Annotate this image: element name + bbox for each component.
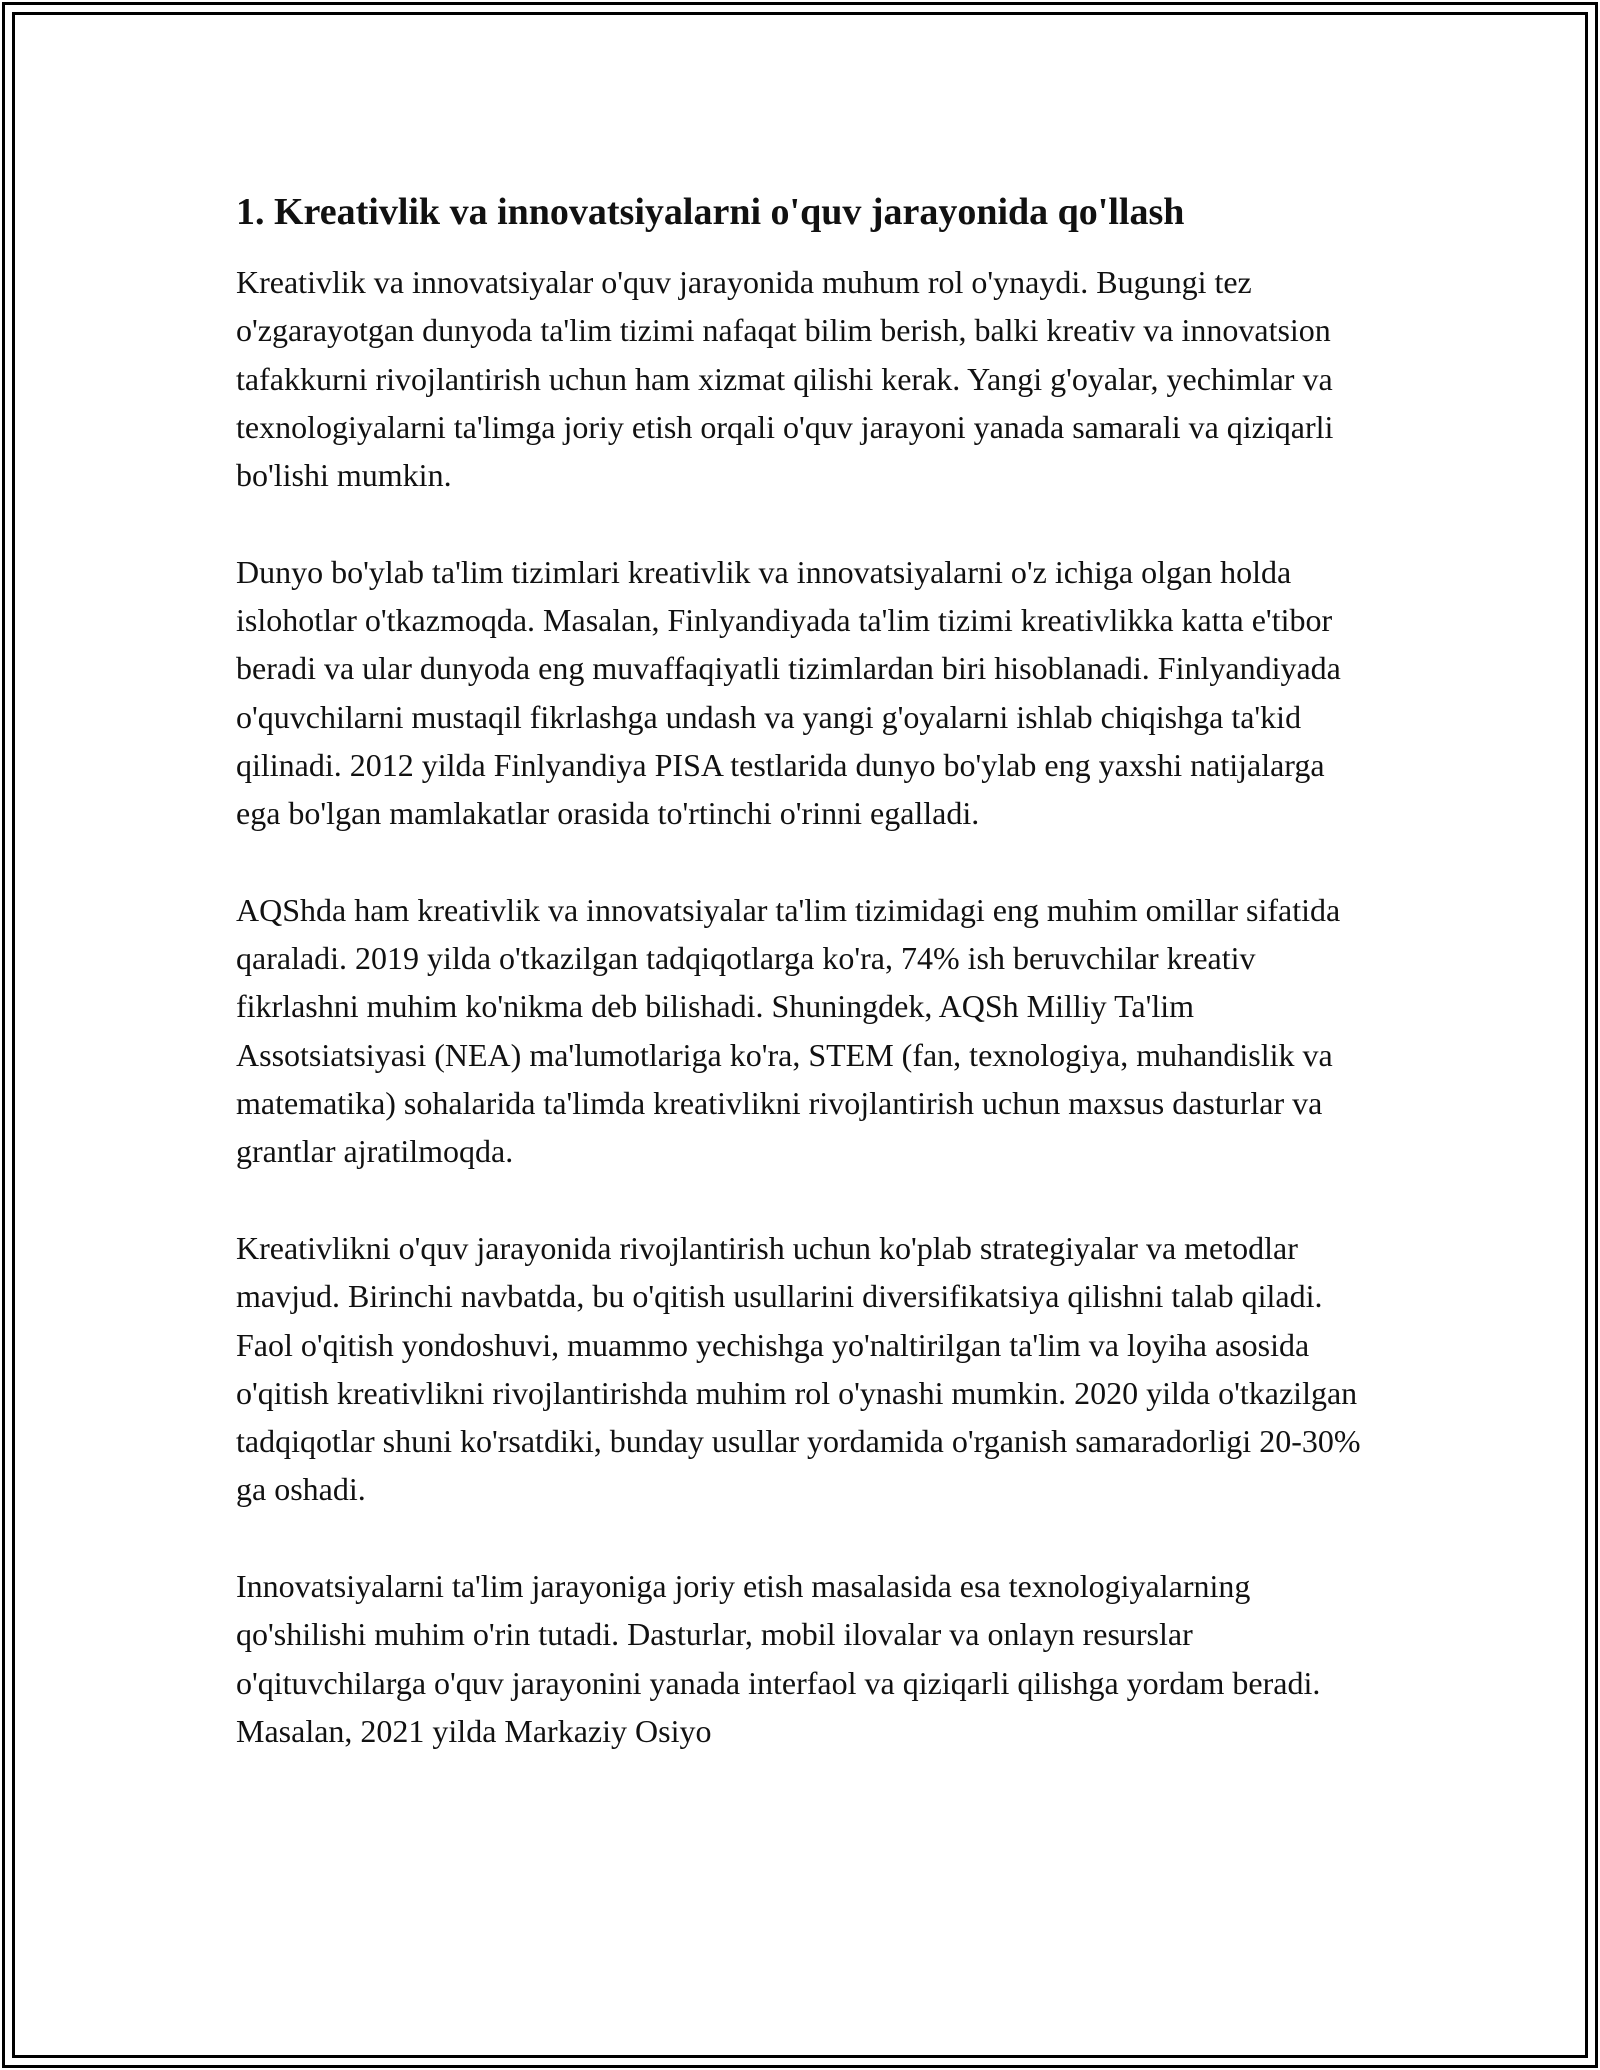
paragraph-intro: Kreativlik va innovatsiyalar o'quv jarayonida muhum rol o'ynaydi. Bugungi tez o'zgarayotgan dunyoda ta'lim tizimi nafaqat bilim berish, balki kreativ va innovatsion tafakkurni rivojlantirish uchun ham xizmat qilishi kerak. Yangi g'oyalar, yechimlar va texnologiyalarni ta'limga joriy etish orqali o'quv jarayoni yanada samarali va qiziqarli bo'lishi mumkin. — [236, 264, 1334, 494]
paragraph-finland: Dunyo bo'ylab ta'lim tizimlari kreativlik va innovatsiyalarni o'z ichiga olgan holda islohotlar o'tkazmoqda. Masalan, Finlyandiyada ta'lim tizimi kreativlikka katta e'tibor beradi va ular dunyoda eng muvaffaqiyatli tizimlardan biri hisoblanadi. Finlyandiyada o'quvchilarni mustaqil fikrlashga undash va yangi g'oyalarni ishlab chiqishga ta'kid qilinadi. 2012 yilda Finlyandiya PISA testlarida dunyo bo'ylab eng yaxshi natijalarga ega bo'lgan mamlakatlar orasida to'rtinchi o'rinni egalladi. — [236, 553, 1341, 832]
paragraph-strategies: Kreativlikni o'quv jarayonida rivojlantirish uchun ko'plab strategiyalar va metodlar mavjud. Birinchi navbatda, bu o'qitish usullarini diversifikatsiya qilishni talab qiladi. Faol o'qitish yondoshuvi, muammo yechishga yo'naltirilgan ta'lim va loyiha asosida o'qitish kreativlikni rivojlantirishda muhim rol o'ynashi mumkin. 2020 yilda o'tkazilgan tadqiqotlar shuni ko'rsatdiki, bunday usullar yordamida o'rganish samaradorligi 20-30% ga oshadi. — [236, 1229, 1361, 1508]
document-body — [236, 188, 1376, 1755]
paragraph-usa: AQShda ham kreativlik va innovatsiyalar ta'lim tizimidagi eng muhim omillar sifatida qaraladi. 2019 yilda o'tkazilgan tadqiqotlarga ko'ra, 74% ish beruvchilar kreativ fikrlashni muhim ko'nikma deb bilishadi. Shuningdek, AQSh Milliy Ta'lim Assotsiatsiyasi (NEA) ma'lumotlariga ko'ra, STEM (fan, texnologiya, muhandislik va matematika) sohalarida ta'limda kreativlikni rivojlantirish uchun maxsus dasturlar va grantlar ajratilmoqda. — [236, 891, 1341, 1170]
paragraph-technology: Innovatsiyalarni ta'lim jarayoniga joriy etish masalasida esa texnologiyalarning qo'shilishi muhim o'rin tutadi. Dasturlar, mobil ilovalar va onlayn resurslar o'qituvchilarga o'quv jarayonini yanada interfaol va qiziqarli qilishga yordam beradi. Masalan, 2021 yilda Markaziy Osiyo — [236, 1568, 1321, 1749]
section-heading: 1. Kreativlik va innovatsiyalarni o'quv jarayonida qo'llash — [236, 191, 1185, 233]
